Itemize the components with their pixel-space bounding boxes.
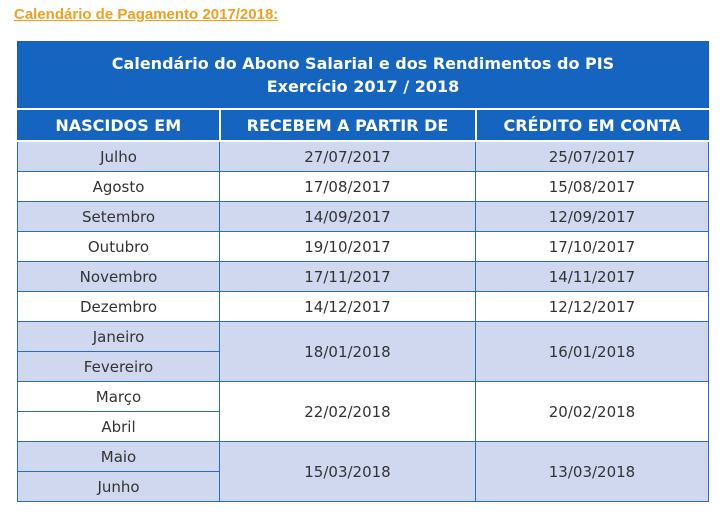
born-month-cell: Outubro <box>18 232 220 262</box>
table-row <box>18 262 709 292</box>
table-title-row <box>18 42 709 110</box>
table-title <box>18 42 709 110</box>
born-month-cell: Maio <box>18 442 220 472</box>
table-title-line2: Exercício 2017 / 2018 <box>266 77 460 96</box>
credit-date-cell: 17/10/2017 <box>476 232 709 262</box>
credit-date-cell: 25/07/2017 <box>476 141 709 172</box>
table-row <box>18 322 709 352</box>
page-heading[interactable]: Calendário de Pagamento 2017/2018: <box>14 6 279 23</box>
table-title-line1: Calendário do Abono Salarial e dos Rendimentos do PIS <box>111 54 615 73</box>
table-row <box>18 141 709 172</box>
table-row <box>18 442 709 472</box>
column-header-receive: RECEBEM A PARTIR DE <box>220 109 476 141</box>
receive-date-cell: 27/07/2017 <box>220 141 476 172</box>
born-month-cell: Junho <box>18 472 220 502</box>
receive-date-cell: 14/09/2017 <box>220 202 476 232</box>
table-row <box>18 382 709 412</box>
receive-date-cell: 22/02/2018 <box>220 382 476 442</box>
column-header-born: NASCIDOS EM <box>18 109 220 141</box>
born-month-cell: Fevereiro <box>18 352 220 382</box>
payment-calendar-table <box>17 41 709 502</box>
column-header-credit: CRÉDITO EM CONTA <box>476 109 709 141</box>
born-month-cell: Março <box>18 382 220 412</box>
credit-date-cell: 12/12/2017 <box>476 292 709 322</box>
credit-date-cell: 14/11/2017 <box>476 262 709 292</box>
table-row <box>18 172 709 202</box>
born-month-cell: Novembro <box>18 262 220 292</box>
receive-date-cell: 18/01/2018 <box>220 322 476 382</box>
credit-date-cell: 20/02/2018 <box>476 382 709 442</box>
credit-date-cell: 12/09/2017 <box>476 202 709 232</box>
born-month-cell: Agosto <box>18 172 220 202</box>
credit-date-cell: 13/03/2018 <box>476 442 709 502</box>
credit-date-cell: 16/01/2018 <box>476 322 709 382</box>
born-month-cell: Dezembro <box>18 292 220 322</box>
table-row <box>18 232 709 262</box>
table-row <box>18 292 709 322</box>
born-month-cell: Abril <box>18 412 220 442</box>
receive-date-cell: 17/11/2017 <box>220 262 476 292</box>
receive-date-cell: 17/08/2017 <box>220 172 476 202</box>
born-month-cell: Setembro <box>18 202 220 232</box>
born-month-cell: Julho <box>18 141 220 172</box>
credit-date-cell: 15/08/2017 <box>476 172 709 202</box>
column-header-row <box>18 109 709 141</box>
receive-date-cell: 15/03/2018 <box>220 442 476 502</box>
receive-date-cell: 14/12/2017 <box>220 292 476 322</box>
born-month-cell: Janeiro <box>18 322 220 352</box>
receive-date-cell: 19/10/2017 <box>220 232 476 262</box>
table-row <box>18 202 709 232</box>
